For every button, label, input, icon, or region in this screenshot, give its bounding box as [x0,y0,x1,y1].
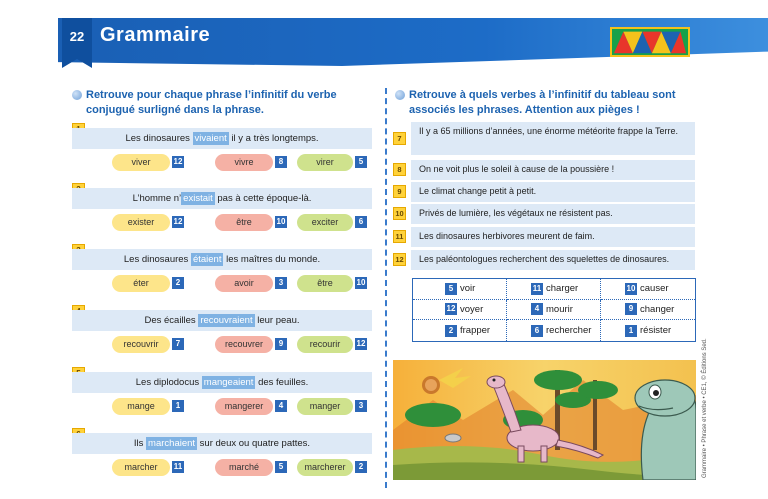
answer-option[interactable]: exister [112,214,170,231]
answer-option[interactable]: viver [112,154,170,171]
left-instruction [72,88,372,118]
option-number-box: 4 [275,400,287,412]
exercise-sentence [72,433,372,454]
highlighted-verb: marchaient [148,438,196,449]
exercise-sentence [72,372,372,393]
page-header [0,0,768,74]
verb-number-box: 6 [531,325,543,337]
sentence-after: sur deux ou quatre pattes. [197,438,311,449]
answer-option[interactable]: être [215,214,273,231]
option-number-box: 10 [276,217,286,226]
answer-option[interactable]: recouvrir [112,336,170,353]
sentence-text: Privés de lumière, les végétaux ne résistent pas. [411,204,695,224]
sentence-text: Il y a 65 millions d’années, une énorme météorite frappe la Terre. [411,122,695,155]
sentence-number: 9 [393,185,406,198]
option-number-box: 9 [275,338,287,350]
exercise-sentence [72,310,372,331]
answer-option[interactable]: éter [112,275,170,292]
sentence-8 [393,160,695,180]
answer-option[interactable]: manger [297,398,353,415]
verb-number-box: 1 [625,325,637,337]
option-number-box: 10 [356,278,366,287]
triangles-logo-icon [610,27,690,57]
page-title: Grammaire [100,24,211,46]
answer-option[interactable]: exciter [297,214,353,231]
answer-option[interactable]: avoir [215,275,273,292]
verb-table [412,278,696,342]
verb-number-box: 2 [445,325,457,337]
answer-options [112,398,392,416]
sentence-before: Les diplodocus [135,377,202,388]
answer-option[interactable]: marché [215,459,273,476]
sentence-before: L’homme n’ [132,193,182,204]
option-number-box: 6 [355,216,367,228]
option-number-box: 7 [172,338,184,350]
sentence-before: Des écailles [144,315,199,326]
highlighted-verb: étaient [192,254,222,265]
sentence-after: il y a très longtemps. [228,133,319,144]
option-number-box: 1 [172,400,184,412]
bullet-icon [395,90,405,100]
exercise-sentence [72,128,372,149]
option-number-box: 11 [173,462,183,471]
verb-number-box: 11 [532,283,542,293]
highlighted-verb: vivaient [194,133,227,144]
verb-label: résister [640,325,672,337]
answer-option[interactable]: recouvrer [215,336,273,353]
answer-options [112,459,392,477]
option-number-box: 3 [355,400,367,412]
verb-cell [413,320,507,341]
option-number-box: 12 [173,217,183,226]
verb-number-box: 10 [626,283,636,293]
verb-label: mourir [546,303,573,315]
option-number-box: 5 [355,156,367,168]
verb-label: changer [640,303,675,315]
sentence-text: Le climat change petit à petit. [411,182,695,202]
answer-options [112,214,392,232]
bullet-icon [72,90,82,100]
answer-option[interactable]: être [297,275,353,292]
verb-label: charger [546,283,579,295]
verb-label: voyer [460,303,484,315]
right-instruction-text: Retrouve à quels verbes à l’infinitif du tableau sont associés les phrases. Attention aux pièges ! [409,89,676,116]
verb-number-box: 4 [531,303,543,315]
verb-label: rechercher [546,325,592,337]
sentence-number: 10 [393,207,406,220]
verb-number-box: 12 [446,304,456,314]
option-number-box: 2 [172,277,184,289]
answer-option[interactable]: marcherer [297,459,353,476]
verb-cell [507,320,601,341]
sentence-text: On ne voit plus le soleil à cause de la poussière ! [411,160,695,180]
verb-cell [507,300,601,321]
dinosaur-illustration [393,360,696,480]
sentence-after: pas à cette époque-là. [214,193,312,204]
sentence-number: 11 [393,230,406,243]
sentence-number: 7 [393,132,406,145]
sentence-after: des feuilles. [255,377,309,388]
answer-option[interactable]: virer [297,154,353,171]
sentence-number: 12 [393,253,406,266]
option-number-box: 12 [173,157,183,166]
verb-cell [413,300,507,321]
answer-options [112,275,392,293]
verb-label: voir [460,283,476,295]
sentence-number: 8 [393,163,406,176]
sentence-before: Les dinosaures [125,133,193,144]
sentence-12 [393,250,695,270]
answer-option[interactable]: mangerer [215,398,273,415]
highlighted-verb: mangeaient [203,377,254,388]
verb-label: causer [640,283,669,295]
option-number-box: 5 [275,461,287,473]
sentence-text: Les paléontologues recherchent des squelettes de dinosaures. [411,250,695,270]
sentence-9 [393,182,695,202]
sentence-10 [393,204,695,224]
sentence-after: leur peau. [254,315,300,326]
option-number-box: 8 [275,156,287,168]
answer-options [112,336,392,354]
verb-label: frapper [460,325,491,337]
exercise-sentence [72,188,372,209]
highlighted-verb: existait [183,193,213,204]
exercise-sentence [72,249,372,270]
answer-option[interactable]: vivre [215,154,273,171]
sentence-before: Les dinosaures [123,254,191,265]
verb-cell [413,279,507,300]
verb-cell [601,279,695,300]
verb-number-box: 5 [445,283,457,295]
option-number-box: 12 [356,339,366,348]
sentence-7 [393,122,695,155]
verb-cell [507,279,601,300]
page-number: 22 [69,29,85,44]
verb-number-box: 9 [625,303,637,315]
verb-cell [601,320,695,341]
answer-option[interactable]: marcher [112,459,170,476]
sentence-after: les maîtres du monde. [223,254,321,265]
highlighted-verb: recouvraient [200,315,253,326]
answer-option[interactable]: recourir [297,336,353,353]
left-instruction-text: Retrouve pour chaque phrase l’infinitif du verbe conjugué surligné dans la phrase. [86,89,337,116]
answer-option[interactable]: mange [112,398,170,415]
verb-cell [601,300,695,321]
copyright-credit: Grammaire • Phrase et verbe • CE1, © Éditions Sed. [702,338,708,478]
option-number-box: 3 [275,277,287,289]
answer-options [112,154,392,172]
right-instruction [395,88,695,118]
sentence-before: Ils [133,438,147,449]
sentence-11 [393,227,695,247]
option-number-box: 2 [355,461,367,473]
sentence-text: Les dinosaures herbivores meurent de faim. [411,227,695,247]
